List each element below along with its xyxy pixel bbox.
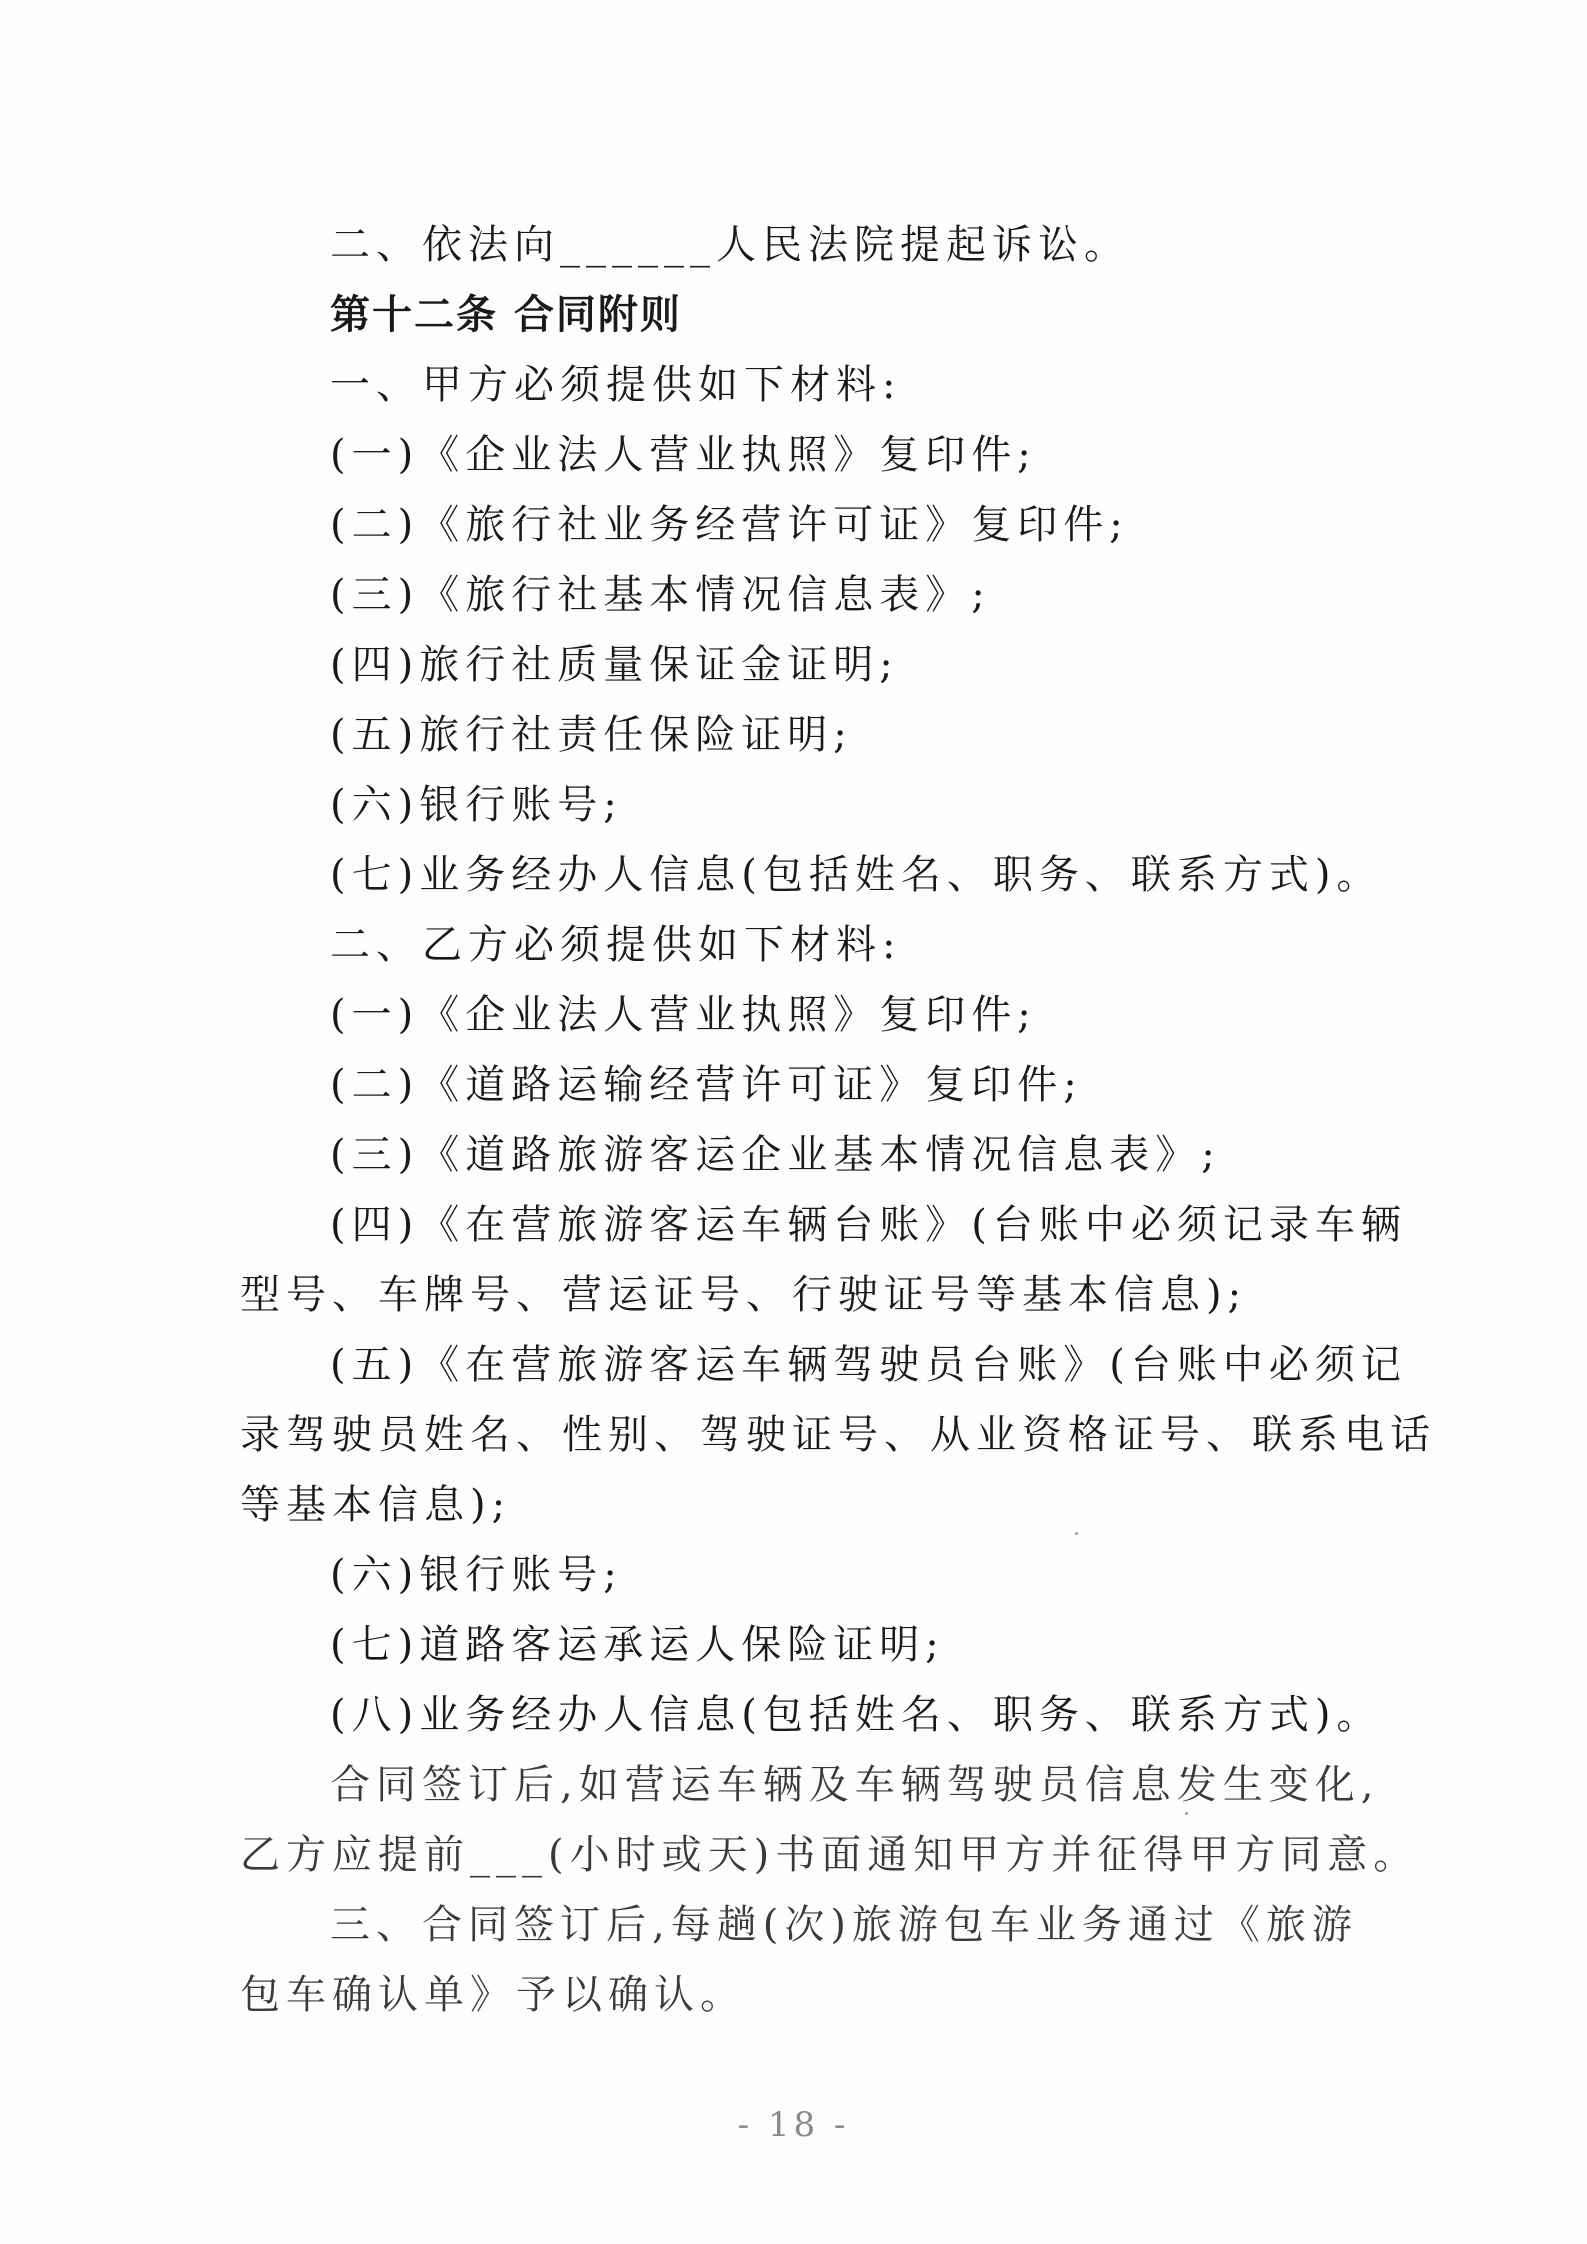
text-line: 型号、车牌号、营运证号、行驶证号等基本信息); — [240, 1272, 1248, 1318]
text-line: (二)《旅行社业务经营许可证》复印件; — [330, 502, 1129, 548]
text-line: (四)《在营旅游客运车辆台账》(台账中必须记录车辆 — [330, 1202, 1407, 1248]
text-line: (二)《道路运输经营许可证》复印件; — [330, 1062, 1083, 1108]
text-line: 二、依法向______人民法院提起诉讼。 — [330, 222, 1130, 268]
text-line: 二、乙方必须提供如下材料: — [330, 922, 902, 968]
text-line: 三、合同签订后,每趟(次)旅游包车业务通过《旅游 — [330, 1902, 1358, 1948]
text-line: 等基本信息); — [240, 1482, 512, 1528]
text-line: (七)道路客运承运人保险证明; — [330, 1622, 945, 1668]
text-line: (八)业务经办人信息(包括姓名、职务、联系方式)。 — [330, 1692, 1383, 1738]
text-line: 录驾驶员姓名、性别、驾驶证号、从业资格证号、联系电话 — [240, 1412, 1436, 1458]
text-line: (一)《企业法人营业执照》复印件; — [330, 992, 1037, 1038]
text-line: (六)银行账号; — [330, 1552, 623, 1598]
text-line: (五)《在营旅游客运车辆驾驶员台账》(台账中必须记 — [330, 1342, 1407, 1388]
text-line: (一)《企业法人营业执照》复印件; — [330, 432, 1037, 478]
text-line: (五)旅行社责任保险证明; — [330, 712, 853, 758]
text-line: 包车确认单》予以确认。 — [240, 1972, 746, 2018]
text-line: (三)《旅行社基本情况信息表》; — [330, 572, 991, 618]
text-line: (七)业务经办人信息(包括姓名、职务、联系方式)。 — [330, 852, 1383, 898]
scan-speck — [1185, 1812, 1188, 1815]
text-line: (六)银行账号; — [330, 782, 623, 828]
text-line: (四)旅行社质量保证金证明; — [330, 642, 899, 688]
text-line: 乙方应提前___(小时或天)书面通知甲方并征得甲方同意。 — [240, 1832, 1420, 1878]
section-heading: 第十二条 合同附则 — [330, 292, 682, 338]
scan-speck — [1075, 1532, 1078, 1535]
page-number: - 18 - — [737, 2105, 850, 2145]
text-line: 合同签订后,如营运车辆及车辆驾驶员信息发生变化, — [330, 1762, 1380, 1808]
text-line: 一、甲方必须提供如下材料: — [330, 362, 902, 408]
text-line: (三)《道路旅游客运企业基本情况信息表》; — [330, 1132, 1221, 1178]
